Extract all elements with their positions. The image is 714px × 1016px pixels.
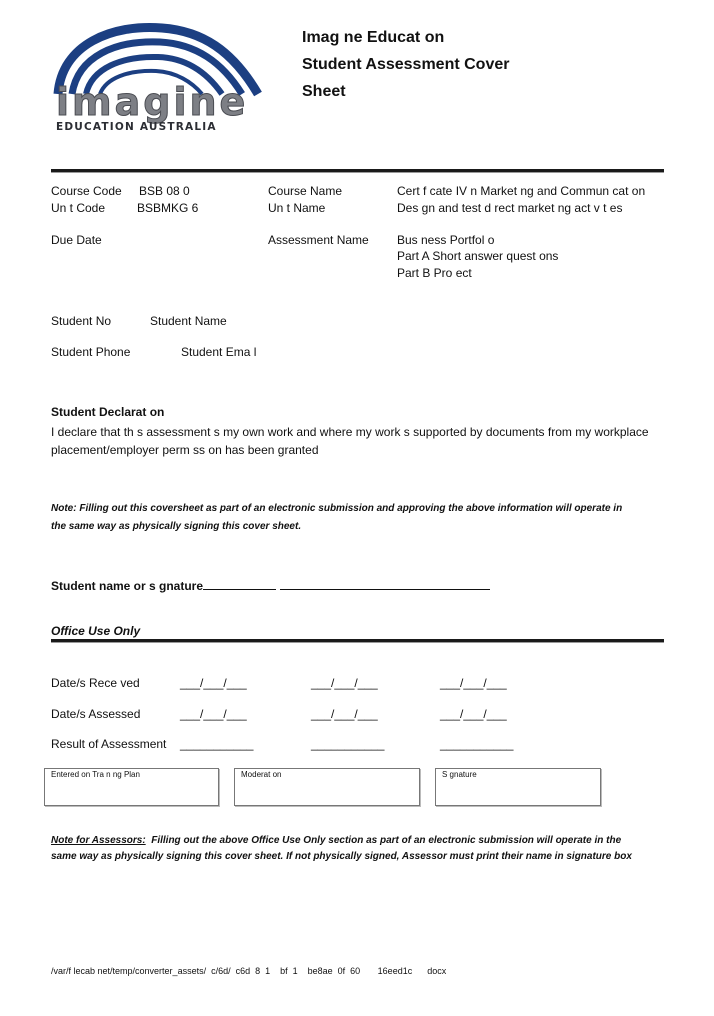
assessor-note-prefix: Note for Assessors: (51, 835, 146, 846)
unit-name-label: Un t Name (268, 201, 326, 215)
result-blank-2[interactable]: ___________ (311, 737, 385, 751)
declaration-line-2: placement/employer perm ss on has been granted (51, 443, 319, 457)
training-plan-label: Entered on Tra n ng Plan (51, 770, 140, 779)
assessment-name-value-1: Bus ness Portfol o (397, 233, 495, 247)
footer-file-path: /var/f lecab net/temp/converter_assets/ c/6d/ c6d 8 1 bf 1 be8ae 0f 60 16eed1c docx (51, 966, 447, 976)
moderation-label: Moderat on (241, 770, 282, 779)
result-blank-3[interactable]: ___________ (440, 737, 514, 751)
date-received-2[interactable]: ___/___/___ (311, 676, 378, 690)
page-title (302, 24, 509, 105)
assessment-name-label: Assessment Name (268, 233, 369, 247)
unit-name-value: Des gn and test d rect market ng act v t es (397, 201, 623, 215)
assessor-note-line-2: same way as physically signing this cover sheet. If not physically signed, Assessor must print their name in signature box (51, 851, 632, 862)
signature-box-label: S gnature (442, 770, 477, 779)
header-divider (51, 169, 664, 173)
declaration-line-1: I declare that th s assessment s my own work and where my work s supported by documents from my workplace (51, 425, 649, 439)
course-code-value: BSB 08 0 (139, 184, 190, 198)
unit-code-value: BSBMKG 6 (137, 201, 199, 215)
signature-box[interactable] (435, 768, 601, 806)
signature-line-1[interactable] (203, 589, 276, 590)
declaration-heading: Student Declarat on (51, 405, 165, 419)
student-phone-label: Student Phone (51, 345, 131, 359)
electronic-note-line-2: the same way as physically signing this cover sheet. (51, 521, 302, 532)
company-logo (52, 22, 264, 137)
logo-tagline: EDUCATION AUSTRALIA (56, 121, 217, 133)
signature-line-2[interactable] (280, 589, 490, 590)
date-received-3[interactable]: ___/___/___ (440, 676, 507, 690)
date-assessed-3[interactable]: ___/___/___ (440, 707, 507, 721)
date-assessed-2[interactable]: ___/___/___ (311, 707, 378, 721)
date-assessed-label: Date/s Assessed (51, 707, 141, 721)
student-email-label: Student Ema l (181, 345, 257, 359)
assessment-name-value-3: Part B Pro ect (397, 266, 472, 280)
assessment-name-value-2: Part A Short answer quest ons (397, 249, 559, 263)
date-received-1[interactable]: ___/___/___ (180, 676, 247, 690)
student-no-label: Student No (51, 314, 112, 328)
course-code-label: Course Code (51, 184, 122, 198)
office-use-heading: Office Use Only (51, 624, 141, 638)
title-line-3: Sheet (302, 83, 346, 100)
assessor-note-line-1 (51, 834, 621, 848)
electronic-note-line-1: Note: Filling out this coversheet as part of an electronic submission and approving the above information will operate in (51, 503, 623, 514)
training-plan-box[interactable] (44, 768, 219, 806)
student-name-label: Student Name (150, 314, 227, 328)
title-line-1: Imag ne Educat on (302, 29, 445, 46)
signature-label: Student name or s gnature (51, 579, 204, 593)
result-label: Result of Assessment (51, 737, 167, 751)
course-name-label: Course Name (268, 184, 343, 198)
result-blank-1[interactable]: ___________ (180, 737, 254, 751)
moderation-box[interactable] (234, 768, 420, 806)
title-line-2: Student Assessment Cover (302, 56, 510, 73)
date-received-label: Date/s Rece ved (51, 676, 140, 690)
date-assessed-1[interactable]: ___/___/___ (180, 707, 247, 721)
due-date-label: Due Date (51, 233, 102, 247)
assessor-note-line-1-text: Filling out the above Office Use Only section as part of an electronic submission will operate in the (145, 835, 622, 846)
office-divider (51, 639, 664, 643)
unit-code-label: Un t Code (51, 201, 106, 215)
logo-wordmark: imagine (56, 80, 249, 124)
course-name-value: Cert f cate IV n Market ng and Commun cat on (397, 184, 646, 198)
